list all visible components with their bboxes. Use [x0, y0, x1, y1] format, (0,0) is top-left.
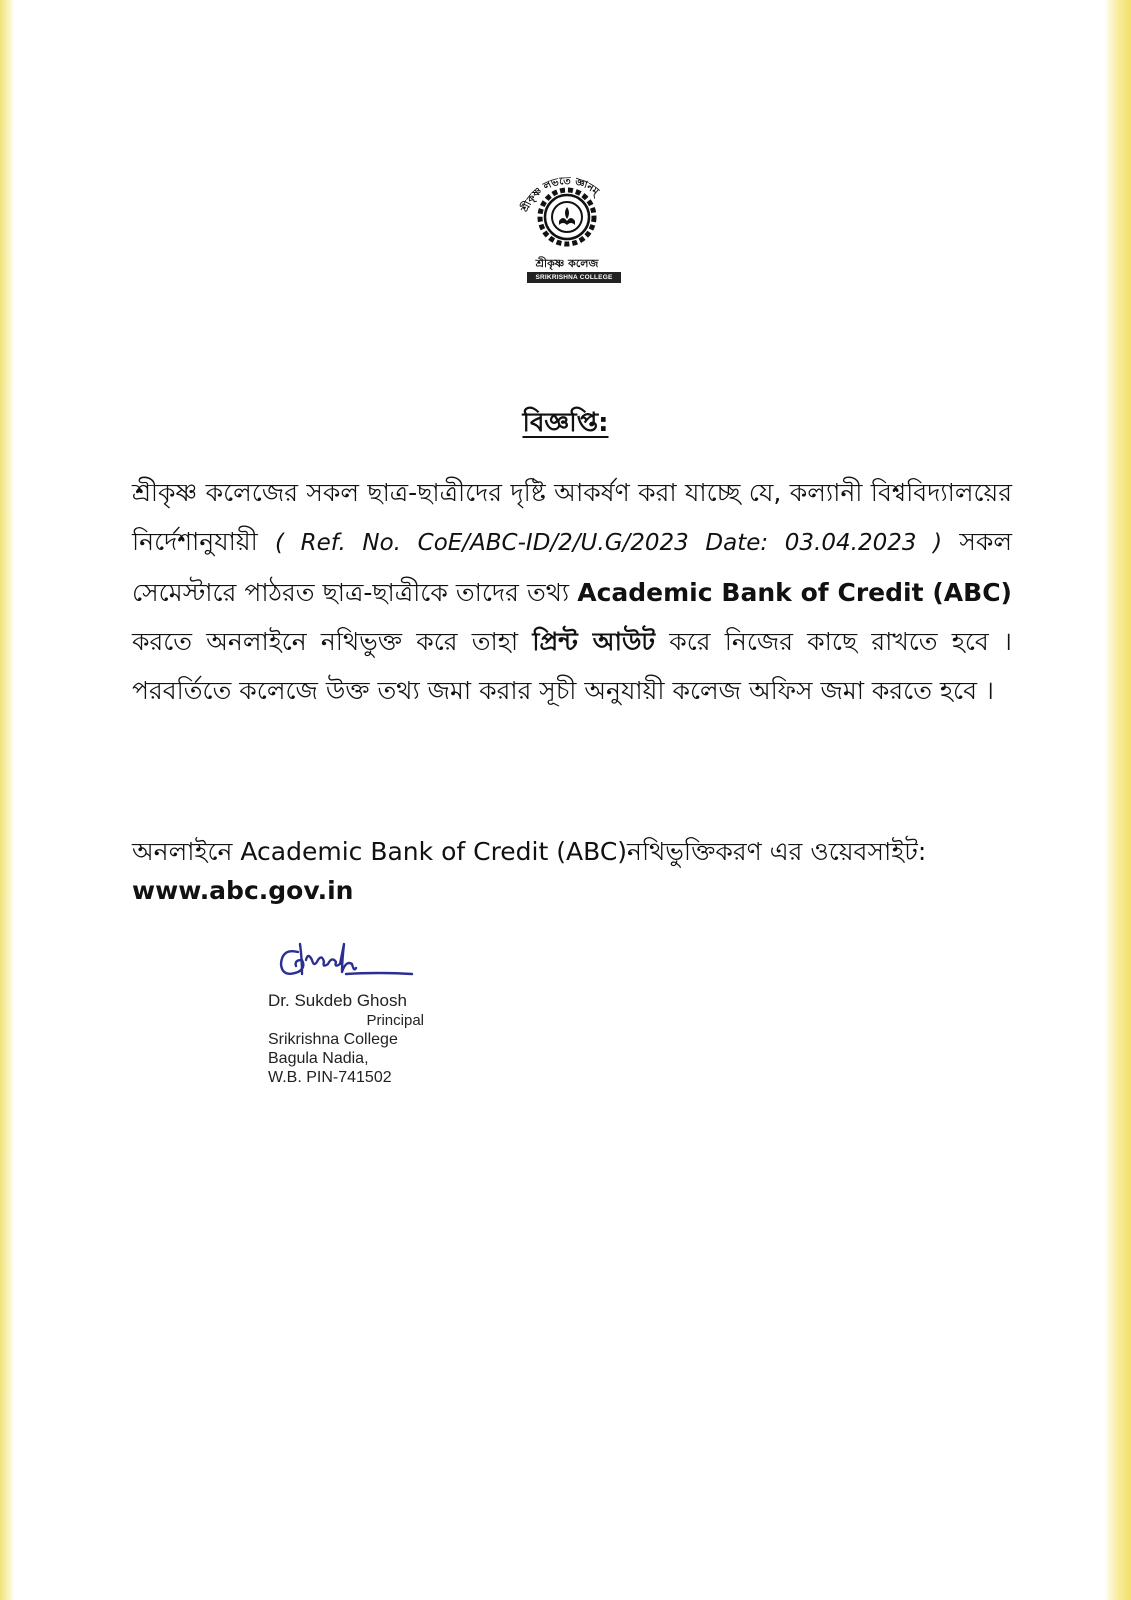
signatory-address-2: W.B. PIN-741502 [268, 1069, 392, 1086]
notice-para-2: সকল সেমেস্টারে পাঠরত ছাত্র-ছাত্রীকে তাদের তথ্য [132, 527, 1013, 607]
website-intro: অনলাইনে Academic Bank of Credit (ABC)নথিভুক্তিকরণ এর ওয়েবসাইট: [132, 837, 927, 866]
signatory-name: Dr. Sukdeb Ghosh [268, 991, 407, 1010]
signatory-college: Srikrishna College [268, 1031, 398, 1048]
college-logo-icon [512, 155, 622, 285]
logo-name-english: SRIKRISHNA COLLEGE [527, 272, 621, 283]
logo-arc-motto: শ্রীকৃষ্ণ লভতে জ্ঞানম্ [519, 175, 601, 214]
reference-number: ( Ref. No. CoE/ABC-ID/2/U.G/2023 Date: 03.04.2023 ) [275, 530, 943, 556]
notice-para-4: করে নিজের কাছে রাখতে হবে । পরবর্তিতে কলেজে উক্ত তথ্য জমা করার সূচী অনুযায়ী কলেজ অফিস জমা করতে হবে । [132, 627, 1012, 705]
website-link[interactable]: www.abc.gov.in [132, 876, 354, 905]
logo-name-bengali: শ্রীকৃষ্ণ কলেজ [535, 257, 599, 270]
paper-edge-right [1105, 0, 1131, 1600]
notice-para-3: করতে অনলাইনে নথিভুক্ত করে তাহা [132, 627, 519, 656]
paper-edge-left [0, 0, 14, 1600]
notice-body [132, 468, 1012, 715]
notice-heading: বিজ্ঞপ্তি: [522, 408, 609, 438]
signatory-title: Principal [366, 1012, 424, 1029]
printout-phrase: প্রিন্ট আউট [532, 627, 656, 656]
notice-para-1: শ্রীকৃষ্ণ কলেজের সকল ছাত্র-ছাত্রীদের দৃষ্টি আকর্ষণ করা যাচ্ছে যে, কল্যানী বিশ্ববিদ্যালয়ের নির্দেশানুযায়ী [132, 478, 1012, 556]
abc-name: Academic Bank of Credit (ABC) [577, 578, 1012, 607]
signatory-block [268, 990, 428, 1087]
handwritten-signature [276, 938, 418, 988]
signatory-address-1: Bagula Nadia, [268, 1050, 369, 1067]
